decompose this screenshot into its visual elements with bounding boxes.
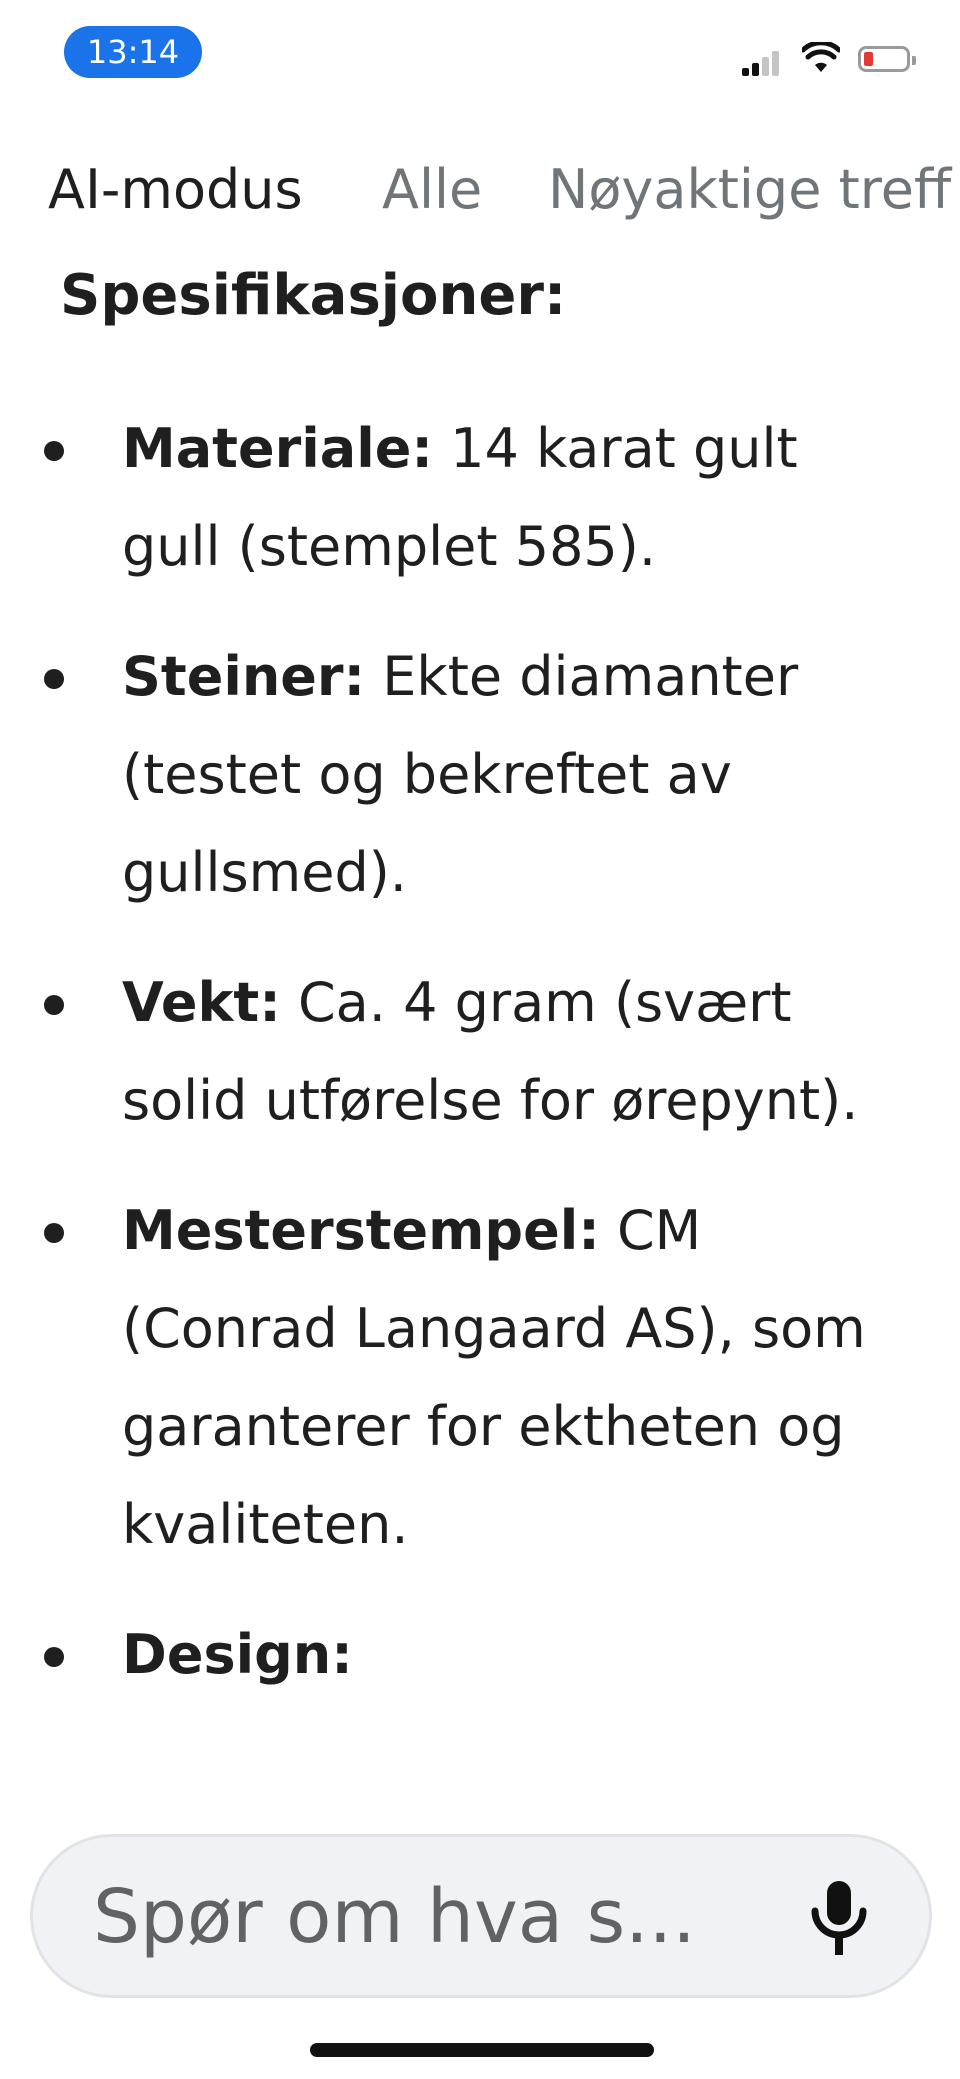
spec-item-stones: [0, 628, 960, 922]
ask-input[interactable]: [93, 1867, 773, 1967]
spec-text: CM (Conrad Langaard AS), som garanterer for ektheten og kvaliteten.: [122, 1199, 866, 1556]
spec-term: Steiner:: [122, 645, 366, 708]
spec-term: Mesterstempel:: [122, 1199, 600, 1262]
bullet-dot: [44, 1647, 64, 1667]
ask-search-bar[interactable]: [30, 1834, 932, 1998]
status-time: 13:14: [64, 26, 202, 78]
spec-term: Design:: [122, 1623, 353, 1686]
battery-low-icon: [858, 46, 910, 72]
bullet-dot: [44, 1223, 64, 1243]
spec-text: Ca. 4 gram (svært solid utførelse for ørepynt).: [122, 971, 859, 1132]
spec-term: Materiale:: [122, 417, 433, 480]
spec-term: Vekt:: [122, 971, 281, 1034]
spec-text: Ekte diamanter (testet og bekreftet av gullsmed).: [122, 645, 799, 904]
bullet-dot: [44, 441, 64, 461]
microphone-icon[interactable]: [799, 1875, 879, 1963]
spec-item-master-stamp: [0, 1182, 960, 1574]
wifi-icon: [802, 42, 840, 74]
bullet-dot: [44, 995, 64, 1015]
status-bar: [0, 0, 960, 110]
search-mode-tabs: [0, 150, 960, 230]
tab-ai-mode[interactable]: AI-modus: [48, 158, 303, 221]
bullet-dot: [44, 669, 64, 689]
tab-exact-matches[interactable]: Nøyaktige treff: [548, 158, 952, 221]
tab-all[interactable]: Alle: [382, 158, 483, 221]
spec-item-weight: [0, 954, 960, 1150]
spec-item-design: [0, 1606, 960, 1704]
spec-item-material: [0, 400, 960, 596]
home-indicator[interactable]: [310, 2043, 654, 2057]
spec-list: [0, 400, 960, 1736]
spec-text: 14 karat gult gull (stemplet 585).: [122, 417, 798, 578]
cellular-signal-icon: [742, 46, 782, 76]
section-heading: Spesifikasjoner:: [60, 263, 567, 328]
